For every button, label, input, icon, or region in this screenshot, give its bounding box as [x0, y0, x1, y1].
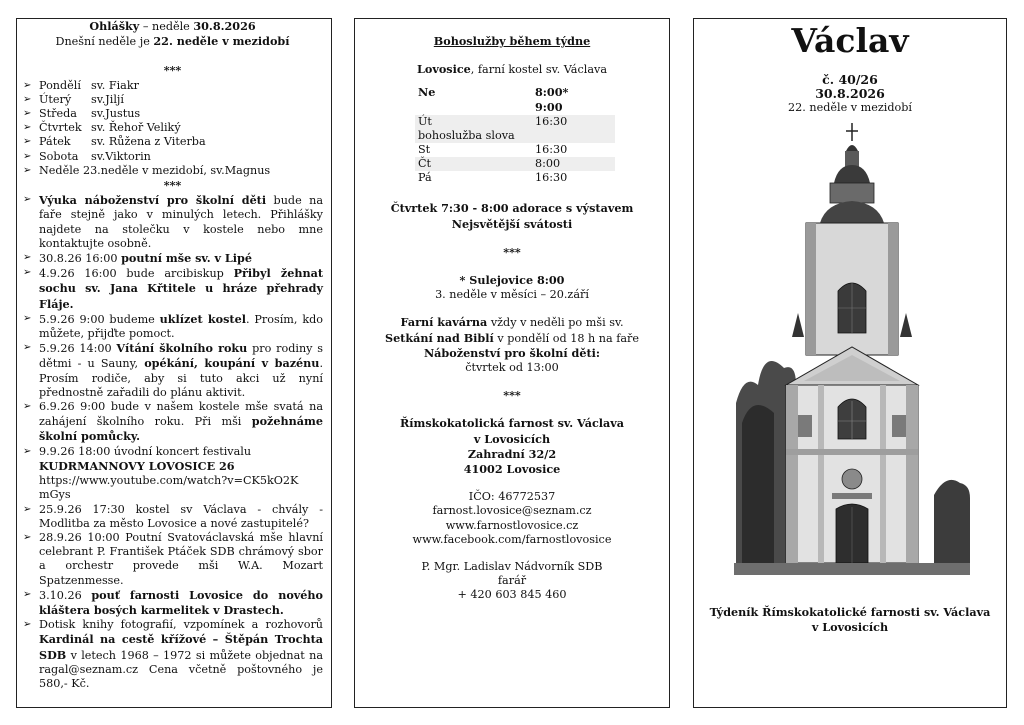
- announcement-item: ➢ 4.9.26 16:00 bude arcibiskup Přibyl žehnat sochu sv. Jana Křtitele u hráze přehrady Fláje.: [22, 266, 323, 312]
- header-separator: – neděle: [139, 20, 194, 33]
- newsletter-footer: Týdeník Římskokatolické farnosti sv. Václava v Lovosicích: [709, 605, 991, 635]
- announcement-item: ➢ 9.9.26 18:00 úvodní koncert festivalu KUDRMANNOVY LOVOSICE 26 https://www.youtube.com/watch?v=CK5kO2K mGys: [22, 445, 323, 503]
- parish-activities: Farní kavárna vždy v neděli po mši sv. Setkání nad Biblí v pondělí od 18 h na faře Náboženství pro školní děti: čtvrtek od 13:00: [384, 315, 640, 375]
- email-link[interactable]: farnost.lovosice@seznam.cz: [432, 504, 592, 518]
- announcement-item: ➢ Výuka náboženství pro školní děti bude na faře stejně jako v minulých letech. Přihlášky najdete na stolečku v kostele nebo mne kontaktujte osobně.: [22, 193, 323, 251]
- issue-date: 30.8.2026: [815, 86, 885, 101]
- table-row: Út 16:30: [415, 115, 615, 129]
- header-date: 30.8.2026: [193, 19, 256, 33]
- separator-stars: ***: [503, 388, 521, 403]
- table-row: Pá 16:30: [418, 171, 568, 185]
- facebook-link[interactable]: www.facebook.com/farnostlovosice: [412, 532, 612, 546]
- priest-contact: P. Mgr. Ladislav Nádvorník SDB farář + 420 603 845 460: [421, 560, 603, 602]
- sulejovice-note: * Sulejovice 8:00 3. neděle v měsíci – 20.září: [435, 273, 589, 302]
- list-item: ➢ Středa sv.Justus: [22, 107, 323, 121]
- separator-stars: ***: [163, 63, 182, 78]
- list-item: ➢ Úterý sv.Jiljí: [22, 93, 323, 107]
- services-place: Lovosice, farní kostel sv. Václava: [417, 62, 607, 77]
- saints-list: [22, 79, 323, 178]
- adoration-note: Čtvrtek 7:30 - 8:00 adorace s výstavem Nejsvětější svátosti: [390, 201, 634, 231]
- issue-number: č. 40/26: [822, 72, 878, 87]
- announcement-item: ➢ Dotisk knihy fotografií, vzpomínek a rozhovorů Kardinál na cestě křížové – Štěpán Trochta SDB v letech 1968 – 1972 si můžete objednat na ragal@seznam.cz Cena včetně poštovného je 580,- Kč.: [22, 618, 323, 691]
- table-row: bohoslužba slova: [415, 129, 615, 143]
- liturgical-sunday: Dnešní neděle je 22. neděle v mezidobí: [55, 34, 290, 49]
- schedule-table: [415, 85, 615, 185]
- church-illustration: [734, 123, 970, 575]
- concert-link-end[interactable]: mGys: [39, 488, 71, 502]
- list-item: ➢ Neděle 23.neděle v mezidobí, sv.Magnus: [22, 164, 323, 178]
- separator-stars: ***: [503, 244, 521, 259]
- list-item: ➢ Čtvrtek sv. Řehoř Veliký: [22, 121, 323, 135]
- announcements-label: Ohlášky: [89, 19, 140, 33]
- cover-panel: [693, 18, 1007, 708]
- announcement-item: ➢ 30.8.26 16:00 poutní mše sv. v Lipé: [22, 251, 323, 266]
- table-row: 9:00: [535, 100, 563, 115]
- announcement-list: [22, 193, 323, 691]
- announcement-item: ➢ 3.10.26 pouť farnosti Lovosice do nového kláštera bosých karmelitek v Drastech.: [22, 588, 323, 618]
- list-item: ➢ Pátek sv. Růžena z Viterba: [22, 135, 323, 149]
- separator-stars: ***: [163, 178, 182, 193]
- services-title: Bohoslužby během týdne: [433, 34, 591, 48]
- issue-sunday: 22. neděle v mezidobí: [788, 101, 912, 114]
- table-row: Čt 8:00: [415, 157, 615, 171]
- announcement-item: ➢ 28.9.26 10:00 Poutní Svatováclavská mše hlavní celebrant P. František Ptáček SDB chrámový sbor a orchestr provede mši W.A. Mozart Spatzenmesse.: [22, 531, 323, 588]
- parish-address: Římskokatolická farnost sv. Václava v Lovosicích Zahradní 32/2 41002 Lovosice: [399, 416, 625, 477]
- newsletter-title: Václav: [791, 21, 909, 60]
- table-row: St 16:30: [418, 143, 568, 157]
- concert-link[interactable]: https://www.youtube.com/watch?v=CK5kO2K: [39, 474, 299, 488]
- web-link[interactable]: www.farnostlovosice.cz: [445, 518, 579, 532]
- announcement-item: ➢ 25.9.26 17:30 kostel sv Václava - chvály - Modlitba za město Lovosice a nové zastupitelé?: [22, 503, 323, 531]
- parish-contacts: IČO: 46772537 farnost.lovosice@seznam.cz www.farnostlovosice.cz www.facebook.com/farnostlovosice: [412, 490, 612, 546]
- announcements-panel: [16, 18, 332, 708]
- announcement-item: ➢ 6.9.26 9:00 bude v našem kostele mše svatá na zahájení školního roku. Při mši požehnáme školní pomůcky.: [22, 400, 323, 445]
- announcement-item: ➢ 5.9.26 14:00 Vítání školního roku pro rodiny s dětmi - u Sauny, opékání, koupání v bazénu. Prosím rodiče, aby si tuto akci už nyní přednostně zařadili do plánu aktivit.: [22, 341, 323, 400]
- table-row: Ne 8:00*: [418, 85, 569, 100]
- list-item: ➢ Sobota sv.Viktorin: [22, 150, 323, 164]
- announcement-item: ➢ 5.9.26 9:00 budeme uklízet kostel. Prosím, kdo můžete, přijďte pomoct.: [22, 312, 323, 341]
- list-item: ➢ Pondělí sv. Fiakr: [22, 79, 323, 93]
- services-panel: [354, 18, 670, 708]
- announcements-header: [22, 19, 323, 34]
